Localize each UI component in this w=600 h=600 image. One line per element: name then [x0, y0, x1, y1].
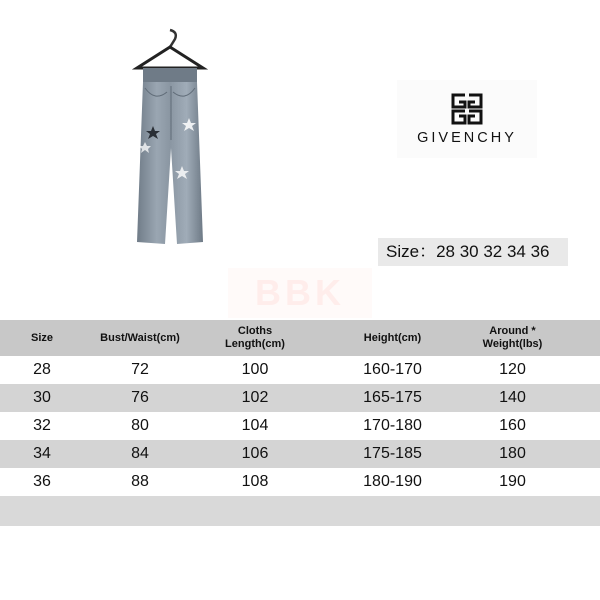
cell-bust-waist: 72	[131, 361, 149, 378]
cell-weight: 120	[499, 361, 526, 378]
cell-length: 108	[241, 473, 269, 490]
cell-length: 106	[241, 445, 269, 462]
cell-length: 100	[241, 361, 269, 378]
cell-bust-waist: 76	[131, 389, 149, 406]
cell-weight: 140	[499, 389, 526, 406]
cell-weight: 180	[499, 445, 526, 462]
cell-bust-waist: 88	[131, 473, 149, 490]
header-cloths-length: Cloths Length(cm)	[225, 325, 285, 350]
header-bust-waist: Bust/Waist(cm)	[100, 331, 180, 344]
table-header-row	[0, 320, 600, 356]
brand-name: GIVENCHY	[417, 130, 517, 146]
size-chart-table	[0, 320, 600, 526]
cell-weight: 160	[499, 417, 526, 434]
cell-weight: 190	[499, 473, 526, 490]
watermark: BBK	[228, 268, 372, 318]
header-weight: Around * Weight(lbs)	[482, 325, 543, 350]
size-range-label: Size：28 30 32 34 36	[378, 238, 568, 266]
cell-size: 30	[33, 389, 51, 406]
header-size: Size	[30, 331, 53, 344]
hanger-icon	[137, 30, 203, 68]
cell-length: 102	[241, 389, 269, 406]
brand-logo	[397, 80, 537, 158]
cell-size: 32	[33, 417, 51, 434]
cell-height: 165-175	[363, 389, 422, 406]
cell-height: 170-180	[363, 417, 422, 434]
table-row	[0, 384, 600, 412]
cell-length: 104	[241, 417, 269, 434]
cell-height: 180-190	[363, 473, 422, 490]
givenchy-4g-logo-icon	[450, 92, 484, 126]
product-image-jeans	[95, 28, 245, 253]
cell-bust-waist: 84	[131, 445, 149, 462]
table-footer-band	[0, 496, 600, 526]
cell-height: 160-170	[363, 361, 422, 378]
header-height: Height(cm)	[363, 331, 422, 344]
cell-size: 36	[33, 473, 51, 490]
cell-size: 34	[33, 445, 51, 462]
table-row	[0, 468, 600, 496]
cell-height: 175-185	[363, 445, 422, 462]
table-row	[0, 440, 600, 468]
table-row	[0, 412, 600, 440]
cell-bust-waist: 80	[131, 417, 149, 434]
cell-size: 28	[33, 361, 51, 378]
table-row	[0, 356, 600, 384]
